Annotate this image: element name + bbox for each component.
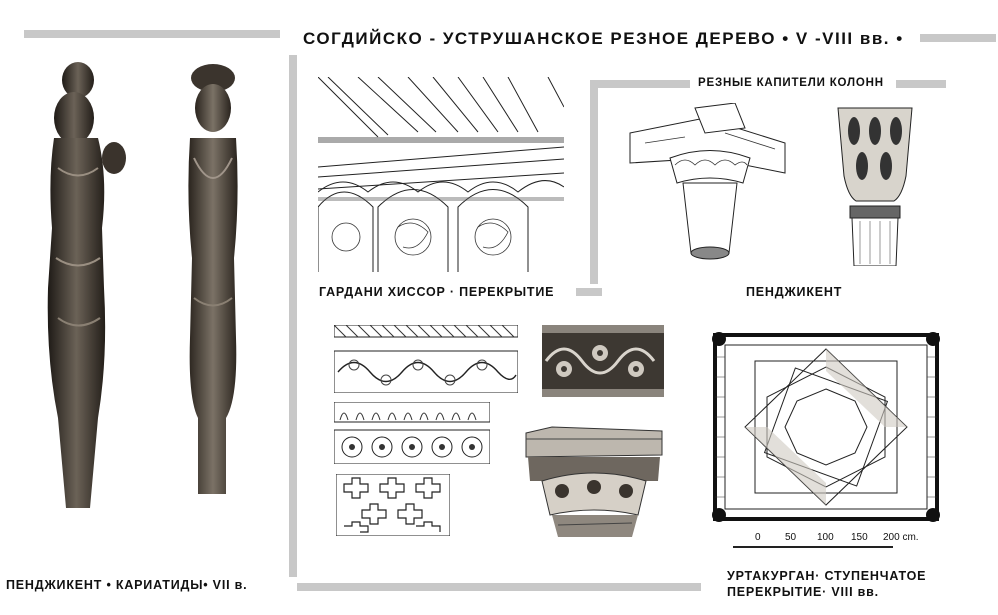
capitals-horizontal-bar [590, 80, 690, 88]
page-title-dates: V -VIII вв. [795, 29, 891, 48]
page-title [303, 29, 904, 49]
gardani-end-bar [576, 288, 602, 296]
caption-caryatids: ПЕНДЖИКЕНТ • КАРИАТИДЫ• VII в. [6, 578, 248, 592]
title-bullet: • [782, 29, 796, 48]
scale-tick-0: 0 [755, 532, 761, 543]
frieze-scroll-drawing [334, 325, 518, 393]
caryatid-figure-right [180, 58, 246, 496]
bottom-bar [297, 583, 701, 591]
top-right-bar [920, 34, 996, 42]
scale-tick-200: 200 cm. [883, 532, 919, 543]
page-title-main: СОГДИЙСКО - УСТРУШАНСКОЕ РЕЗНОЕ ДЕРЕВО [303, 29, 776, 48]
caption-penjikent: ПЕНДЖИКЕНТ [746, 285, 843, 299]
title-bullet-end: • [896, 29, 904, 48]
gardani-ceiling-drawing [318, 77, 564, 272]
column-capital-drawing-left [625, 103, 790, 263]
top-left-bar [24, 30, 280, 38]
scale-tick-150: 150 [851, 532, 868, 543]
scale-bar-line [733, 546, 893, 548]
center-vertical-bar [289, 55, 297, 577]
capitals-right-bar [896, 80, 946, 88]
scale-tick-50: 50 [785, 532, 797, 543]
caption-gardani: ГАРДАНИ ХИССОР · ПЕРЕКРЫТИЕ [319, 285, 555, 299]
scale-bar [733, 532, 923, 554]
caption-urtakurgan-line1: УРТАКУРГАН· СТУПЕНЧАТОЕ [727, 569, 927, 583]
carved-panel-scroll-photo [542, 325, 664, 397]
urtakurgan-ceiling-plan [707, 327, 945, 527]
frieze-crosses-drawing [336, 474, 450, 536]
frieze-rosettes-drawing [334, 402, 490, 464]
scale-tick-100: 100 [817, 532, 834, 543]
caption-urtakurgan-line2: ПЕРЕКРЫТИЕ· VIII вв. [727, 585, 879, 599]
caption-capitals-title: РЕЗНЫЕ КАПИТЕЛИ КОЛОНН [698, 77, 884, 89]
carved-capital-fragment-photo [522, 425, 666, 540]
capitals-vertical-bar [590, 80, 598, 284]
column-capital-drawing-right [836, 106, 914, 266]
caryatid-figure-left [28, 58, 128, 513]
